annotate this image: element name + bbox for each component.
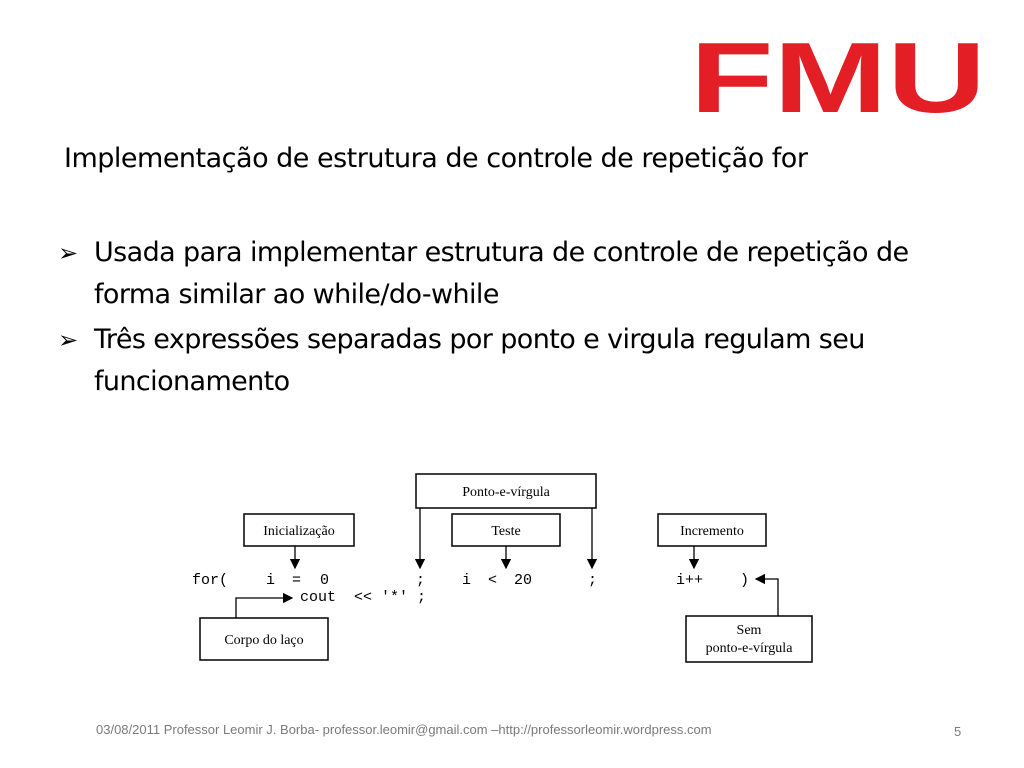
page-number: 5 bbox=[954, 724, 962, 739]
code-zero: 0 bbox=[320, 572, 330, 589]
fmu-logo bbox=[688, 32, 988, 120]
fmu-logo-text: FMU bbox=[690, 32, 986, 120]
bullet-text: Usada para implementar estrutura de controle de repetição de forma similar ao while/do-while bbox=[94, 237, 909, 310]
no-semicolon-label-1: Sem bbox=[736, 623, 762, 638]
bullet-item bbox=[58, 232, 958, 316]
code-close-paren: ) bbox=[740, 572, 750, 589]
code-i-init: i bbox=[266, 572, 276, 589]
increment-label: Incremento bbox=[680, 524, 744, 539]
for-loop-diagram bbox=[180, 460, 840, 670]
semicolon-label: Ponto-e-vírgula bbox=[462, 485, 550, 500]
body-label: Corpo do laço bbox=[224, 633, 304, 648]
bullet-list bbox=[58, 232, 958, 406]
code-increment: i++ bbox=[676, 572, 704, 589]
no-semicolon-arrow bbox=[756, 579, 778, 616]
bullet-text: Três expressões separadas por ponto e virgula regulam seu funcionamento bbox=[94, 324, 865, 397]
code-lt: < bbox=[488, 572, 498, 589]
code-i-test: i bbox=[462, 572, 472, 589]
no-semicolon-label-2: ponto-e-vírgula bbox=[705, 641, 793, 656]
code-semicolon-1: ; bbox=[416, 572, 426, 589]
init-label: Inicialização bbox=[263, 524, 335, 539]
code-eq: = bbox=[292, 572, 302, 589]
footer-text: 03/08/2011 Professor Leomir J. Borba- professor.leomir@gmail.com –http://professorleomir.wordpress.com bbox=[96, 722, 712, 737]
code-body: cout << '*' ; bbox=[300, 589, 427, 606]
test-label: Teste bbox=[491, 524, 521, 539]
body-arrow bbox=[236, 598, 292, 618]
code-twenty: 20 bbox=[514, 572, 533, 589]
code-for: for( bbox=[192, 572, 229, 589]
slide-subtitle: Implementação de estrutura de controle de repetição for bbox=[64, 143, 808, 174]
arrow-bullet-icon: ➢ bbox=[58, 326, 78, 354]
bullet-item bbox=[58, 319, 958, 403]
code-semicolon-2: ; bbox=[588, 572, 598, 589]
arrow-bullet-icon: ➢ bbox=[58, 239, 78, 267]
